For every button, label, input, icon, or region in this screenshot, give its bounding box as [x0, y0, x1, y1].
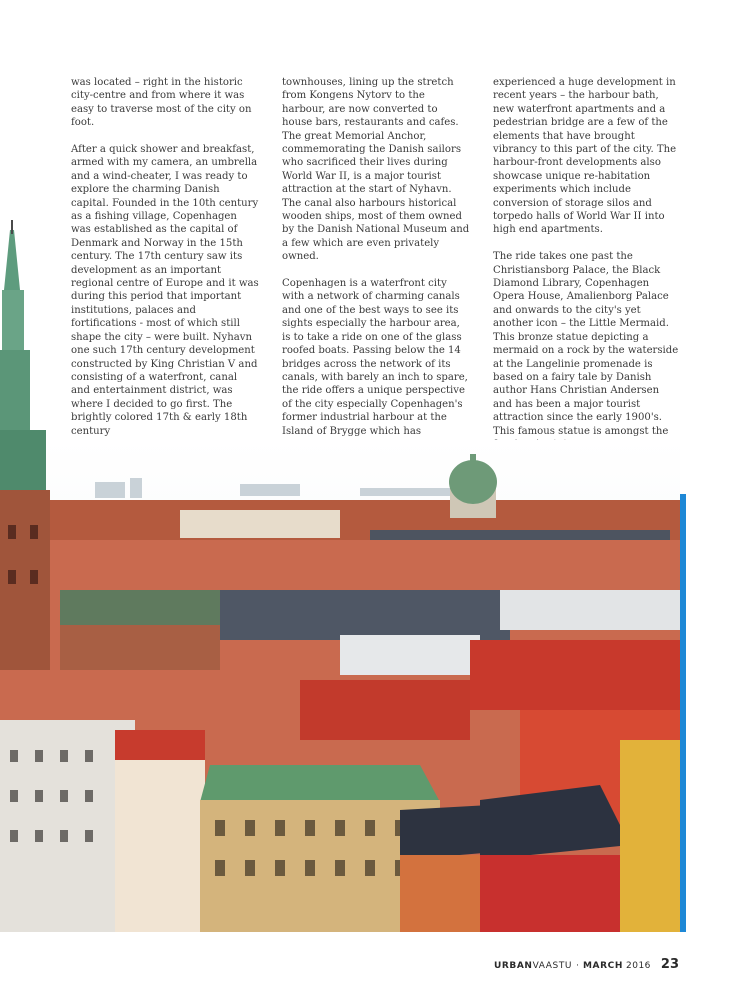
paragraph: After a quick shower and breakfast, armed with my camera, an umbrella and a wind-cheater, I was ready to explore the charming Danish capital. Founded in the 10th century as a fishing village, Copenhagen was established as the capital of Denmark and Norway in the 15th century. The 17th century saw its development as an important regional centre of Europe and it was during this period that important institutions, palaces and fortifications - most of which still shape the city – were built. Nyhavn one such 17th century development constructed by King Christian V and consisting of a waterfront, canal and entertainment district, was where I decided to go first. The brightly colored 17th & early 18th century — [71, 144, 259, 437]
issue-year: 2016 — [626, 961, 651, 971]
city-skyline-photo — [0, 440, 680, 932]
paragraph: Copenhagen is a waterfront city with a network of charming canals and one of the best ways to see its sights especially the harbour area, is to take a ride on one of the glass roofed boats. Passing below the 14 bridges across the network of its canals, with barely an inch to spare, the ride offers a unique perspective of the city especially Copenhagen's former industrial harbour at the Island of Brygge which has — [282, 278, 468, 437]
page-number: 23 — [660, 957, 679, 972]
church-spire-icon — [0, 220, 60, 500]
accent-bar — [680, 494, 686, 932]
paragraph: was located – right in the historic city-centre and from where it was easy to traverse most of the city on foot. — [71, 77, 252, 129]
paragraph: experienced a huge development in recent years – the harbour bath, new waterfront apartments and a pedestrian bridge are a few of the elements that have brought vibrancy to this part of the city. The harbour-front developments also showcase unique re-habitation experiments which include conversion of storage silos and torpedo halls of World War II into high end apartments. — [493, 77, 677, 236]
footer-separator: · — [576, 961, 579, 971]
article-column-1 — [71, 76, 259, 451]
paragraph: townhouses, lining up the stretch from Kongens Nytorv to the harbour, are now converted to house bars, restaurants and cafes. The great Memorial Anchor, commemorating the Danish sailors who sacrificed their lives during World War II, is a major tourist attraction at the start of Nyhavn. The canal also harbours historical wooden ships, most of them owned by the Danish National Museum and a few which are even privately owned. — [282, 77, 470, 263]
magazine-name: URBANVAASTU — [493, 961, 573, 971]
paragraph: The ride takes one past the Christiansborg Palace, the Black Diamond Library, Copenhagen Opera House, Amalienborg Palace and onwards to the city's yet another icon – the Little Mermaid. This bronze statue depicting a mermaid on a rock by the waterside at the Langelinie promenade is based on a fairy tale by Danish author Hans Christian Andersen and has been a major tourist attraction since the early 1900's. This famous statue is amongst the — [493, 251, 679, 437]
article-column-3 — [493, 76, 681, 465]
page-footer — [494, 957, 679, 972]
article-column-2 — [282, 76, 470, 451]
issue-month: MARCH — [583, 961, 623, 971]
